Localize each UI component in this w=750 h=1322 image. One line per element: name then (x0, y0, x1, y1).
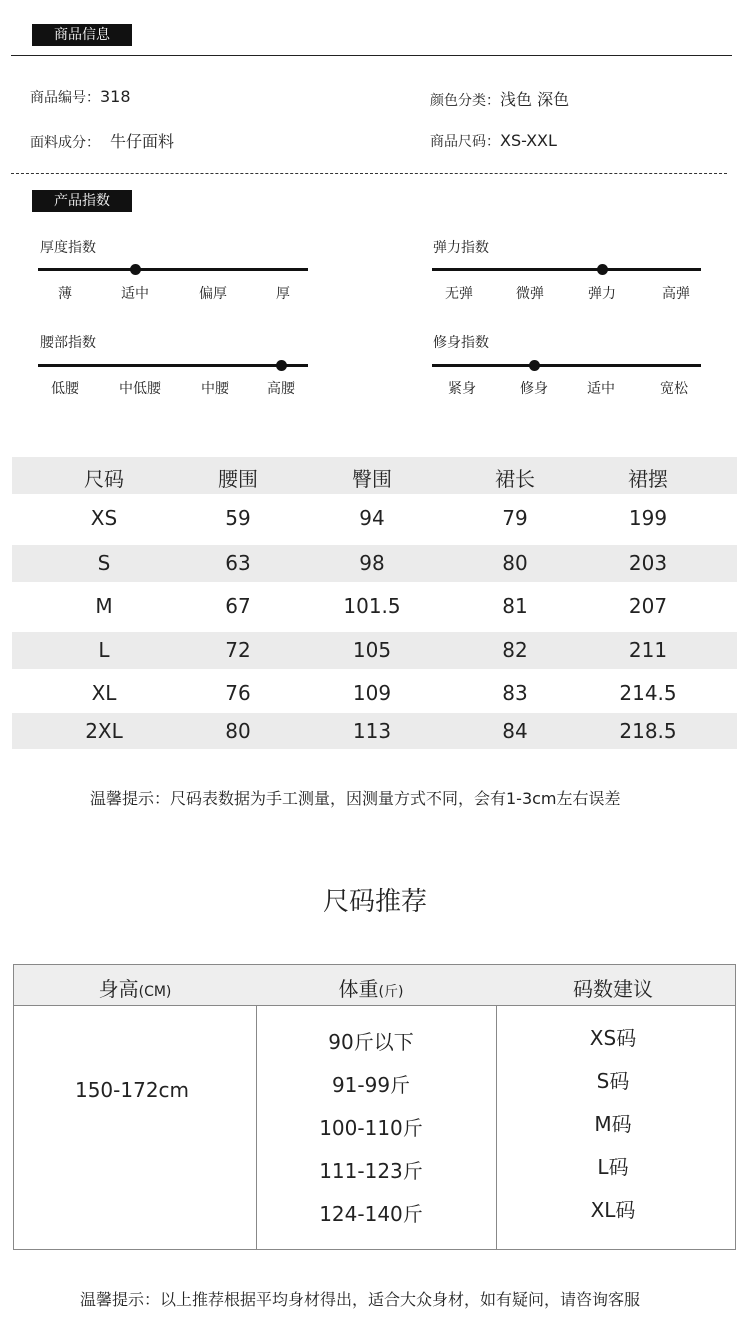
index-scale-line (432, 364, 701, 367)
height-range: 150-172cm (74, 1078, 190, 1102)
size-cell: 2XL (85, 719, 123, 743)
index-scale-line (38, 268, 308, 271)
size-cell: 67 (225, 594, 251, 618)
field-value: 牛仔面料 (110, 132, 175, 151)
product-info-header: 商品信息 (32, 24, 132, 46)
size-cell: 80 (502, 551, 528, 575)
recommendation-title: 尺码推荐 (322, 887, 427, 917)
index-option: 适中 (587, 381, 615, 397)
size-cell: 203 (628, 551, 668, 575)
field-product-number (30, 87, 131, 107)
index-option: 低腰 (51, 381, 79, 397)
size-cell: L (98, 638, 110, 662)
field-fabric (30, 129, 174, 152)
field-value: 318 (100, 87, 131, 106)
size-cell: 76 (225, 681, 251, 705)
weight-range: 111-123斤 (319, 1159, 423, 1183)
size-cell: 72 (225, 638, 251, 662)
size-table-row (12, 675, 737, 712)
index-option: 偏厚 (199, 286, 227, 302)
index-option: 中腰 (201, 381, 229, 397)
size-cell: 82 (502, 638, 528, 662)
size-cell: 218.5 (619, 719, 677, 743)
size-cell: 214.5 (619, 681, 677, 705)
size-table-row (12, 545, 737, 582)
size-header-cell: 腰围 (218, 467, 258, 491)
size-cell: XL (91, 681, 117, 705)
index-title: 修身指数 (433, 335, 489, 351)
index-marker (130, 264, 141, 275)
size-cell: 109 (352, 681, 392, 705)
size-header-cell: 裙长 (495, 467, 535, 491)
recommendation-note: 温馨提示：以上推荐根据平均身材得出，适合大众身材，如有疑问，请咨询客服 (80, 1290, 641, 1309)
size-suggestion: S码 (596, 1069, 630, 1093)
index-option: 适中 (121, 286, 149, 302)
size-header-cell: 裙摆 (628, 467, 668, 491)
size-suggestion: M码 (594, 1112, 632, 1136)
size-table-row (12, 632, 737, 669)
size-table-row (12, 588, 737, 625)
size-cell: 80 (225, 719, 251, 743)
index-option: 薄 (58, 286, 72, 302)
index-marker (529, 360, 540, 371)
size-suggestion: L码 (597, 1155, 629, 1179)
index-title: 腰部指数 (40, 335, 96, 351)
index-option: 中低腰 (119, 381, 161, 397)
size-cell: 105 (352, 638, 392, 662)
weight-range: 100-110斤 (319, 1116, 423, 1140)
size-cell: M (95, 594, 113, 618)
header-weight: 体重(斤) (338, 977, 404, 1001)
index-marker (597, 264, 608, 275)
size-cell: 199 (628, 506, 668, 530)
size-suggestion: XL码 (590, 1198, 636, 1222)
size-cell: XS (90, 506, 118, 530)
field-color (430, 87, 569, 110)
header-rule (11, 55, 732, 56)
size-suggestion: XS码 (589, 1026, 637, 1050)
field-value: XS-XXL (500, 131, 557, 150)
field-label: 面料成分： (30, 135, 100, 151)
size-header-cell: 臀围 (352, 467, 392, 491)
size-cell: 94 (359, 506, 385, 530)
size-table-row (12, 713, 737, 749)
weight-range: 124-140斤 (319, 1202, 423, 1226)
recommendation-header-row (14, 965, 735, 1006)
header-size-suggestion: 码数建议 (573, 977, 653, 1001)
size-cell: 83 (502, 681, 528, 705)
dashed-divider (11, 173, 727, 174)
field-sizes (430, 131, 557, 151)
column-divider (256, 1005, 257, 1250)
recommendation-table (13, 964, 736, 1250)
column-divider (496, 1005, 497, 1250)
index-title: 厚度指数 (40, 240, 96, 256)
index-marker (276, 360, 287, 371)
index-scale-line (432, 268, 701, 271)
index-scale-line (38, 364, 308, 367)
size-cell: 211 (628, 638, 668, 662)
size-cell: 84 (502, 719, 528, 743)
index-option: 紧身 (448, 381, 476, 397)
size-cell: 207 (628, 594, 668, 618)
index-option: 弹力 (588, 286, 616, 302)
size-table-header (12, 457, 737, 494)
index-title: 弹力指数 (433, 240, 489, 256)
weight-range: 91-99斤 (331, 1073, 411, 1097)
size-cell: 63 (225, 551, 251, 575)
size-table-row (12, 500, 737, 537)
size-cell: 101.5 (343, 594, 401, 618)
field-label: 商品尺码： (430, 134, 500, 150)
size-cell: 98 (359, 551, 385, 575)
field-label: 商品编号： (30, 90, 100, 106)
index-option: 厚 (276, 286, 290, 302)
index-option: 修身 (520, 381, 548, 397)
size-cell: 81 (502, 594, 528, 618)
index-option: 微弹 (516, 286, 544, 302)
field-value: 浅色 深色 (500, 90, 570, 109)
field-label: 颜色分类： (430, 93, 500, 109)
size-header-cell: 尺码 (84, 467, 124, 491)
index-header: 产品指数 (32, 190, 132, 212)
size-cell: 79 (502, 506, 528, 530)
header-height: 身高(CM) (98, 977, 172, 1001)
size-cell: 113 (352, 719, 392, 743)
index-option: 高腰 (267, 381, 295, 397)
size-note: 温馨提示：尺码表数据为手工测量，因测量方式不同，会有1-3cm左右误差 (90, 789, 621, 808)
index-option: 高弹 (662, 286, 690, 302)
index-option: 宽松 (660, 381, 688, 397)
index-option: 无弹 (445, 286, 473, 302)
size-cell: 59 (225, 506, 251, 530)
weight-range: 90斤以下 (328, 1030, 414, 1054)
size-cell: S (97, 551, 111, 575)
